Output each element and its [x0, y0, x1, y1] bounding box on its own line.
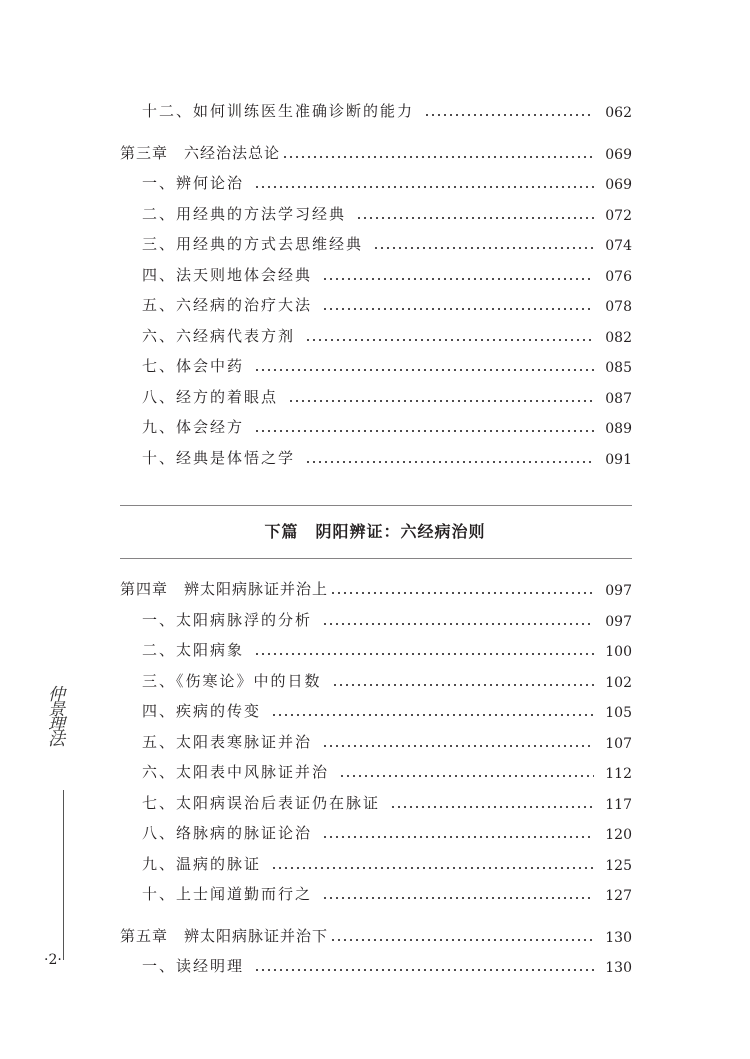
toc-entry-title: 一、辨何论治 [142, 174, 245, 192]
toc-entry-page: 100 [605, 644, 632, 660]
dot-leader [339, 775, 594, 777]
toc-entry-page: 082 [605, 329, 632, 346]
dot-leader [330, 592, 594, 594]
toc-entry[interactable] [120, 950, 632, 976]
toc-entry[interactable] [120, 920, 632, 946]
part-divider-top [120, 505, 632, 506]
part-title: 下篇 阴阳辨证：六经病治则 [264, 522, 486, 541]
toc-entry-page: 097 [605, 583, 632, 599]
part-divider-bottom [120, 558, 632, 559]
toc-entry[interactable] [120, 228, 632, 254]
dot-leader [254, 430, 594, 432]
dot-leader [254, 186, 594, 188]
toc-entry-page: 120 [605, 827, 632, 843]
toc-entry[interactable] [120, 381, 632, 407]
toc-entry-page: 069 [605, 177, 632, 193]
toc-entry-page: 089 [605, 421, 632, 437]
toc-entry-title: 十二、如何训练医生准确诊断的能力 [142, 102, 415, 120]
toc-entry-title: 五、六经病的治疗大法 [142, 296, 313, 314]
dot-leader [322, 897, 594, 899]
toc-entry-title: 九、体会经方 [142, 418, 245, 436]
toc-entry-title: 四、疾病的传变 [142, 702, 262, 720]
toc-entry-title: 四、法天则地体会经典 [142, 265, 313, 284]
toc-entry-title: 八、络脉病的脉证论治 [142, 824, 313, 842]
toc-entry-page: 074 [605, 238, 632, 254]
toc-entry-page: 069 [605, 146, 632, 163]
toc-entry[interactable] [120, 695, 632, 721]
dot-leader [322, 836, 594, 838]
toc-entry-title: 一、读经明理 [142, 957, 245, 975]
dot-leader [322, 278, 594, 280]
dot-leader [282, 156, 594, 158]
dot-leader [271, 714, 594, 716]
toc-entry-title: 五、太阳表寒脉证并治 [142, 732, 313, 751]
toc-entry-page: 125 [605, 857, 632, 874]
dot-leader [305, 461, 594, 463]
toc-entry-page: 130 [605, 960, 632, 976]
dot-leader [254, 969, 594, 971]
toc-entry[interactable] [120, 787, 632, 813]
toc-entry-title: 第五章 辨太阳病脉证并治下 [120, 926, 329, 945]
dot-leader [373, 247, 594, 249]
dot-leader [424, 114, 594, 116]
toc-entry-page: 097 [605, 613, 632, 630]
toc-entry-title: 三、用经典的方式去思维经典 [142, 235, 364, 253]
toc-entry-title: 二、用经典的方法学习经典 [142, 204, 347, 223]
dot-leader [254, 369, 594, 371]
dot-leader [390, 806, 594, 808]
toc-entry[interactable] [120, 198, 632, 224]
toc-entry[interactable] [120, 320, 632, 346]
toc-entry-page: 085 [605, 360, 632, 376]
toc-entry-page: 072 [605, 207, 632, 224]
toc-entry[interactable] [120, 848, 632, 874]
toc-entry[interactable] [120, 726, 632, 752]
toc-entry-title: 二、太阳病象 [142, 641, 245, 659]
toc-entry-page: 062 [605, 105, 632, 121]
dot-leader [356, 217, 594, 219]
dot-leader [288, 400, 594, 402]
toc-entry[interactable] [120, 95, 632, 121]
toc-entry-title: 六、六经病代表方剂 [142, 326, 296, 345]
toc-entry-page: 076 [605, 268, 632, 285]
book-title-seal [48, 685, 72, 750]
toc-entry-page: 102 [605, 674, 632, 691]
toc-entry-page: 112 [605, 766, 632, 782]
toc-entry[interactable] [120, 665, 632, 691]
margin-rule [63, 790, 64, 960]
toc-entry[interactable] [120, 350, 632, 376]
toc-entry-title: 三、《伤寒论》中的日数 [142, 671, 322, 690]
toc-entry[interactable] [120, 442, 632, 468]
toc-entry[interactable] [120, 604, 632, 630]
dot-leader [271, 867, 594, 869]
toc-entry-title: 一、太阳病脉浮的分析 [142, 610, 313, 629]
toc-entry-title: 十、上士闻道勤而行之 [142, 885, 313, 903]
toc-entry[interactable] [120, 817, 632, 843]
toc-entry[interactable] [120, 289, 632, 315]
toc-entry[interactable] [120, 167, 632, 193]
toc-entry-page: 107 [605, 735, 632, 752]
dot-leader [254, 653, 594, 655]
seal-text: 仲景理法 [48, 685, 64, 750]
dot-leader [330, 939, 594, 941]
toc-entry-page: 130 [605, 929, 632, 946]
toc-entry-title: 七、太阳病误治后表证仍在脉证 [142, 793, 381, 812]
toc-entry[interactable] [120, 878, 632, 904]
toc-entry-title: 六、太阳表中风脉证并治 [142, 763, 330, 781]
toc-entry[interactable] [120, 634, 632, 660]
dot-leader [305, 339, 594, 341]
page-number: ·2· [44, 952, 62, 968]
toc-entry[interactable] [120, 573, 632, 599]
dot-leader [322, 308, 594, 310]
dot-leader [322, 623, 594, 625]
toc-entry-page: 127 [605, 888, 632, 904]
toc-entry[interactable] [120, 137, 632, 163]
dot-leader [332, 684, 594, 686]
toc-entry-page: 078 [605, 299, 632, 315]
toc-entry[interactable] [120, 411, 632, 437]
toc-entry-page: 087 [605, 390, 632, 407]
toc-entry-title: 第三章 六经治法总论 [120, 143, 281, 162]
toc-entry-title: 九、温病的脉证 [142, 854, 262, 873]
toc-entry-title: 第四章 辨太阳病脉证并治上 [120, 580, 329, 598]
dot-leader [322, 745, 594, 747]
toc-entry-title: 八、经方的着眼点 [142, 387, 279, 406]
toc-entry-page: 105 [605, 705, 632, 721]
toc-entry-page: 117 [605, 796, 632, 813]
toc-entry-title: 七、体会中药 [142, 357, 245, 375]
toc-entry-title: 十、经典是体悟之学 [142, 448, 296, 467]
toc-entry[interactable] [120, 259, 632, 285]
toc-entry-page: 091 [605, 451, 632, 468]
toc-entry[interactable] [120, 756, 632, 782]
